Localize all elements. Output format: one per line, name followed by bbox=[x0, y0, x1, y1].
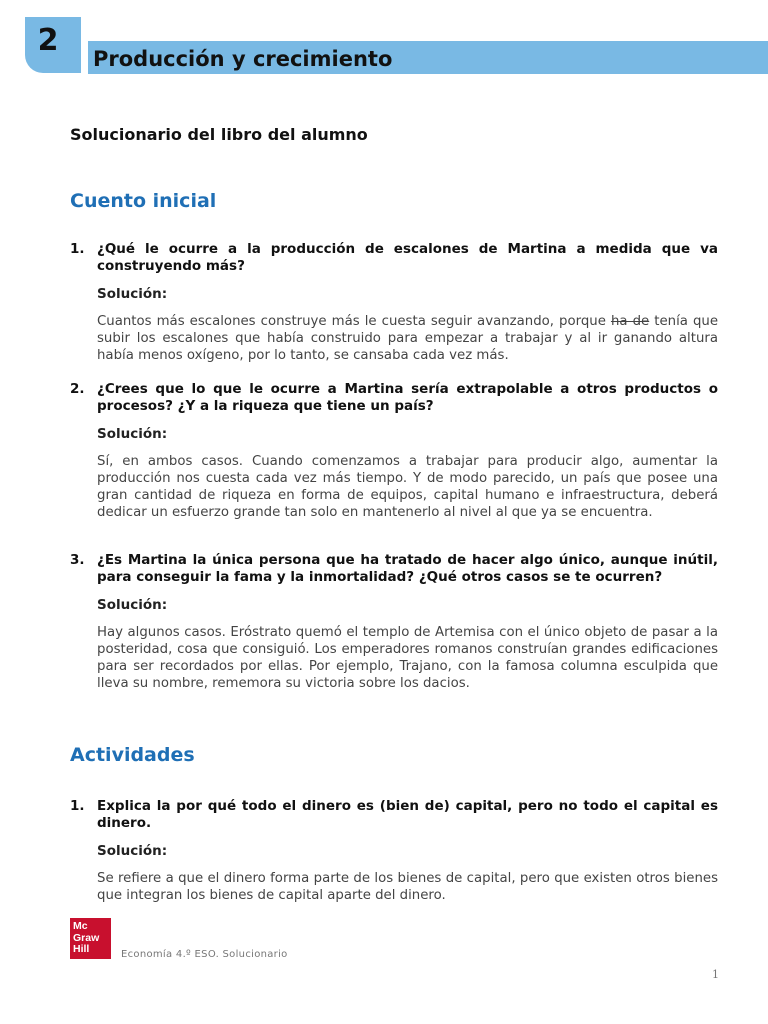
logo-line: Hill bbox=[73, 943, 90, 955]
question-text: Explica la por qué todo el dinero es (bien de) capital, pero no todo el capital es dinero. bbox=[97, 798, 718, 831]
question-number: 1. bbox=[70, 798, 85, 814]
struck-text: ha de bbox=[610, 314, 650, 329]
answer-text-part: Cuantos más escalones construye más le cuesta seguir avanzando, porque bbox=[97, 314, 611, 329]
footer-text: Economía 4.º ESO. Solucionario bbox=[121, 949, 288, 960]
question-number: 3. bbox=[70, 552, 85, 568]
answer-text: Sí, en ambos casos. Cuando comenzamos a trabajar para producir algo, aumentar la producción nos cuesta cada vez más tiempo. Y de modo parecido, un país que posee una gran cantidad de riqueza en forma de equipos, capital humano e infraestructura, deberá dedicar un esfuerzo grande tan solo en mantenerlo al nivel al que ya se encuentra. bbox=[97, 454, 718, 520]
chapter-title: Producción y crecimiento bbox=[93, 47, 393, 71]
question-block bbox=[70, 381, 718, 521]
section-heading-cuento-inicial: Cuento inicial bbox=[70, 190, 217, 212]
question-text: ¿Crees que lo que le ocurre a Martina sería extrapolable a otros productos o procesos? ¿Y a la riqueza que tiene un país? bbox=[97, 381, 718, 414]
chapter-number: 2 bbox=[37, 23, 59, 58]
answer-text-part: tenía que subir los escalones que había construido para empezar a trabajar y al ir ganando altura había menos oxígeno, por lo tanto, se cansaba cada vez más. bbox=[97, 314, 718, 363]
solution-label: Solución: bbox=[97, 286, 168, 302]
page-number: 1 bbox=[712, 968, 719, 981]
solution-label: Solución: bbox=[97, 426, 168, 442]
answer-text: Hay algunos casos. Eróstrato quemó el templo de Artemisa con el único objeto de pasar a la posteridad, cosa que consiguió. Los emperadores romanos construían grandes edificaciones para ser recordados por ellas. Por ejemplo, Trajano, con la famosa columna esculpida que lleva su nombre, rememora su victoria sobre los dacios. bbox=[97, 625, 718, 691]
solution-label: Solución: bbox=[97, 843, 168, 859]
question-text: ¿Es Martina la única persona que ha tratado de hacer algo único, aunque inútil, para conseguir la fama y la inmortalidad? ¿Qué otros casos se te ocurren? bbox=[97, 552, 718, 585]
logo-line: Mc bbox=[73, 920, 88, 932]
question-number: 1. bbox=[70, 241, 85, 257]
section-heading-actividades: Actividades bbox=[70, 744, 195, 766]
question-block bbox=[70, 798, 718, 904]
question-block bbox=[70, 552, 718, 692]
answer-text: Se refiere a que el dinero forma parte de los bienes de capital, pero que existen otros bienes que integran los bienes de capital aparte del dinero. bbox=[97, 871, 718, 903]
answer-text bbox=[97, 313, 718, 364]
chapter-number-box bbox=[25, 17, 81, 73]
question-block bbox=[70, 241, 718, 364]
publisher-logo bbox=[70, 918, 111, 959]
solution-label: Solución: bbox=[97, 597, 168, 613]
question-number: 2. bbox=[70, 381, 85, 397]
logo-line: Graw bbox=[73, 931, 100, 944]
question-text: ¿Qué le ocurre a la producción de escalones de Martina a medida que va construyendo más? bbox=[97, 241, 718, 274]
document-subtitle: Solucionario del libro del alumno bbox=[70, 125, 368, 144]
